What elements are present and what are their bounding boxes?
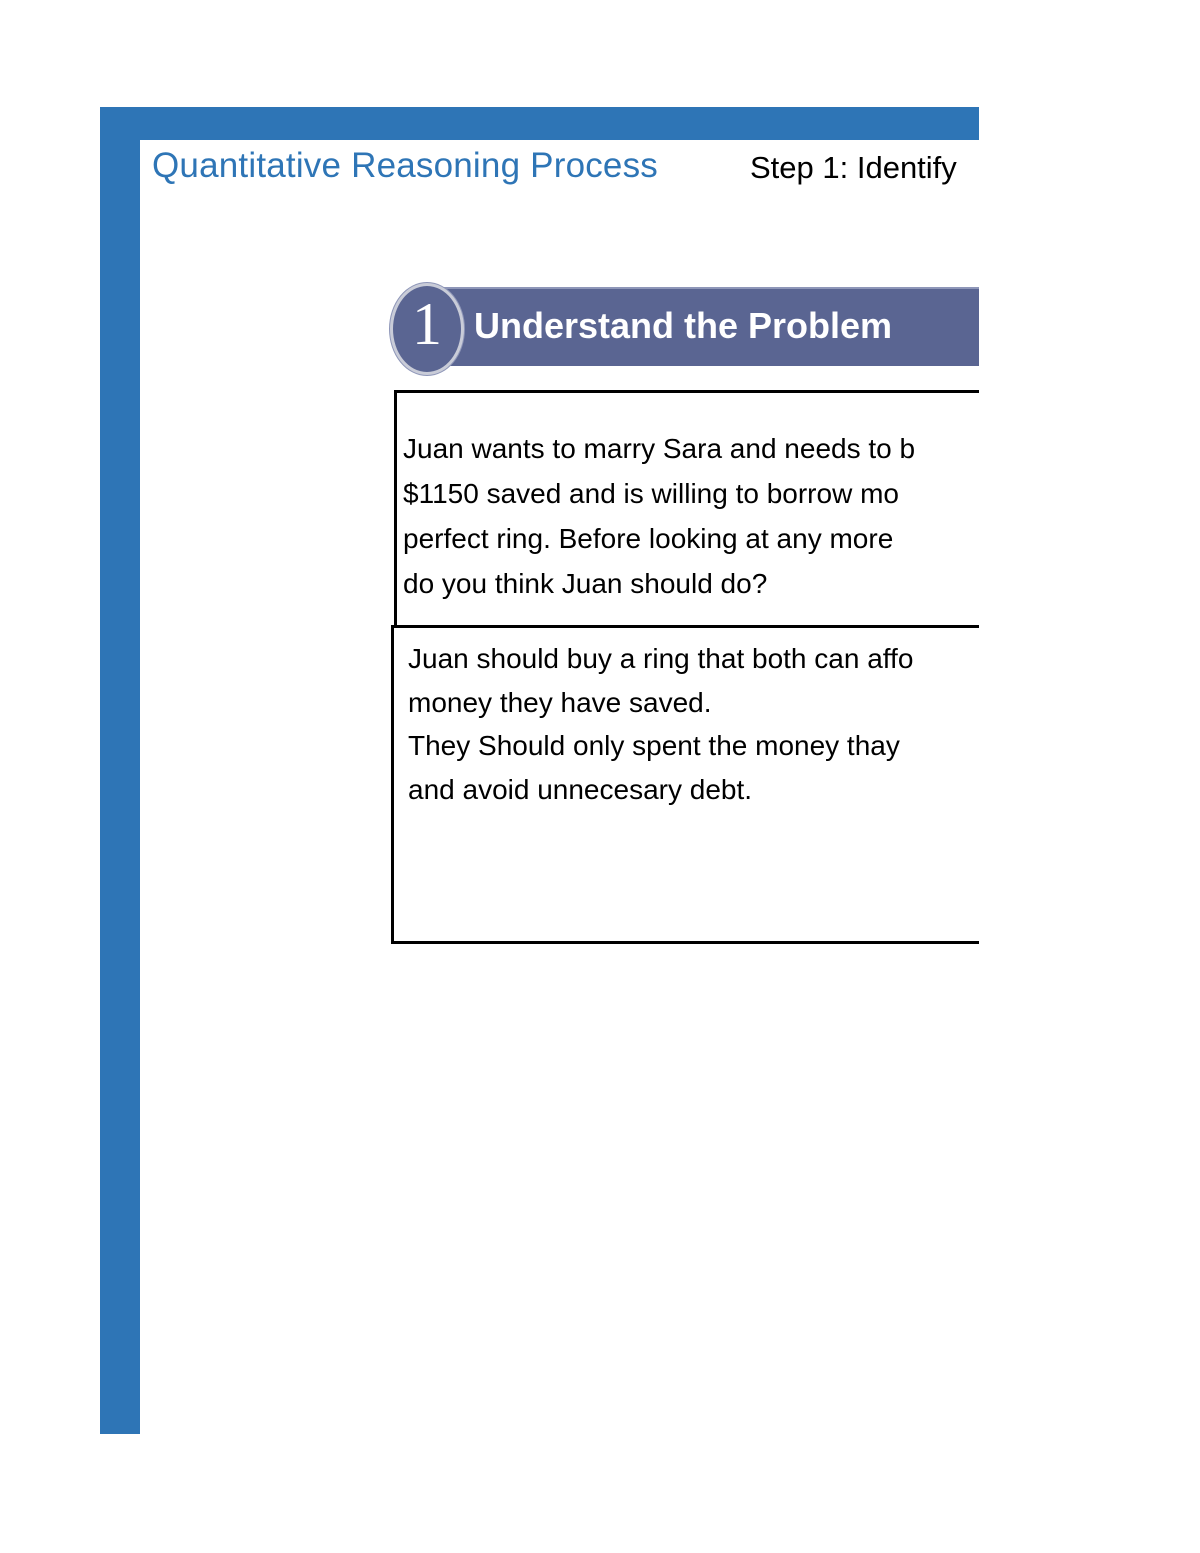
answer-line: money they have saved. <box>408 686 712 718</box>
answer-line: They Should only spent the money thay <box>408 730 900 761</box>
page-title: Quantitative Reasoning Process <box>152 146 658 185</box>
step-number-badge <box>390 283 464 375</box>
question-line: Juan wants to marry Sara and needs to b <box>403 433 916 464</box>
answer-text[interactable] <box>408 637 913 811</box>
worksheet-content <box>140 140 979 1434</box>
step-heading: Step 1: Identify <box>750 150 957 185</box>
answer-box[interactable] <box>391 625 979 944</box>
question-box <box>394 390 979 628</box>
frame-top-bar <box>100 107 979 140</box>
question-text <box>403 426 915 606</box>
answer-line: Juan should buy a ring that both can affo <box>408 643 914 674</box>
section-banner-label: Understand the Problem <box>474 305 893 346</box>
frame-left-bar <box>100 107 140 1434</box>
question-line: $1150 saved and is willing to borrow mo <box>403 478 899 509</box>
answer-line: and avoid unnecesary debt. <box>408 773 753 805</box>
step-number: 1 <box>412 291 442 357</box>
question-line: do you think Juan should do? <box>403 568 768 599</box>
question-line: perfect ring. Before looking at any more <box>403 523 894 554</box>
